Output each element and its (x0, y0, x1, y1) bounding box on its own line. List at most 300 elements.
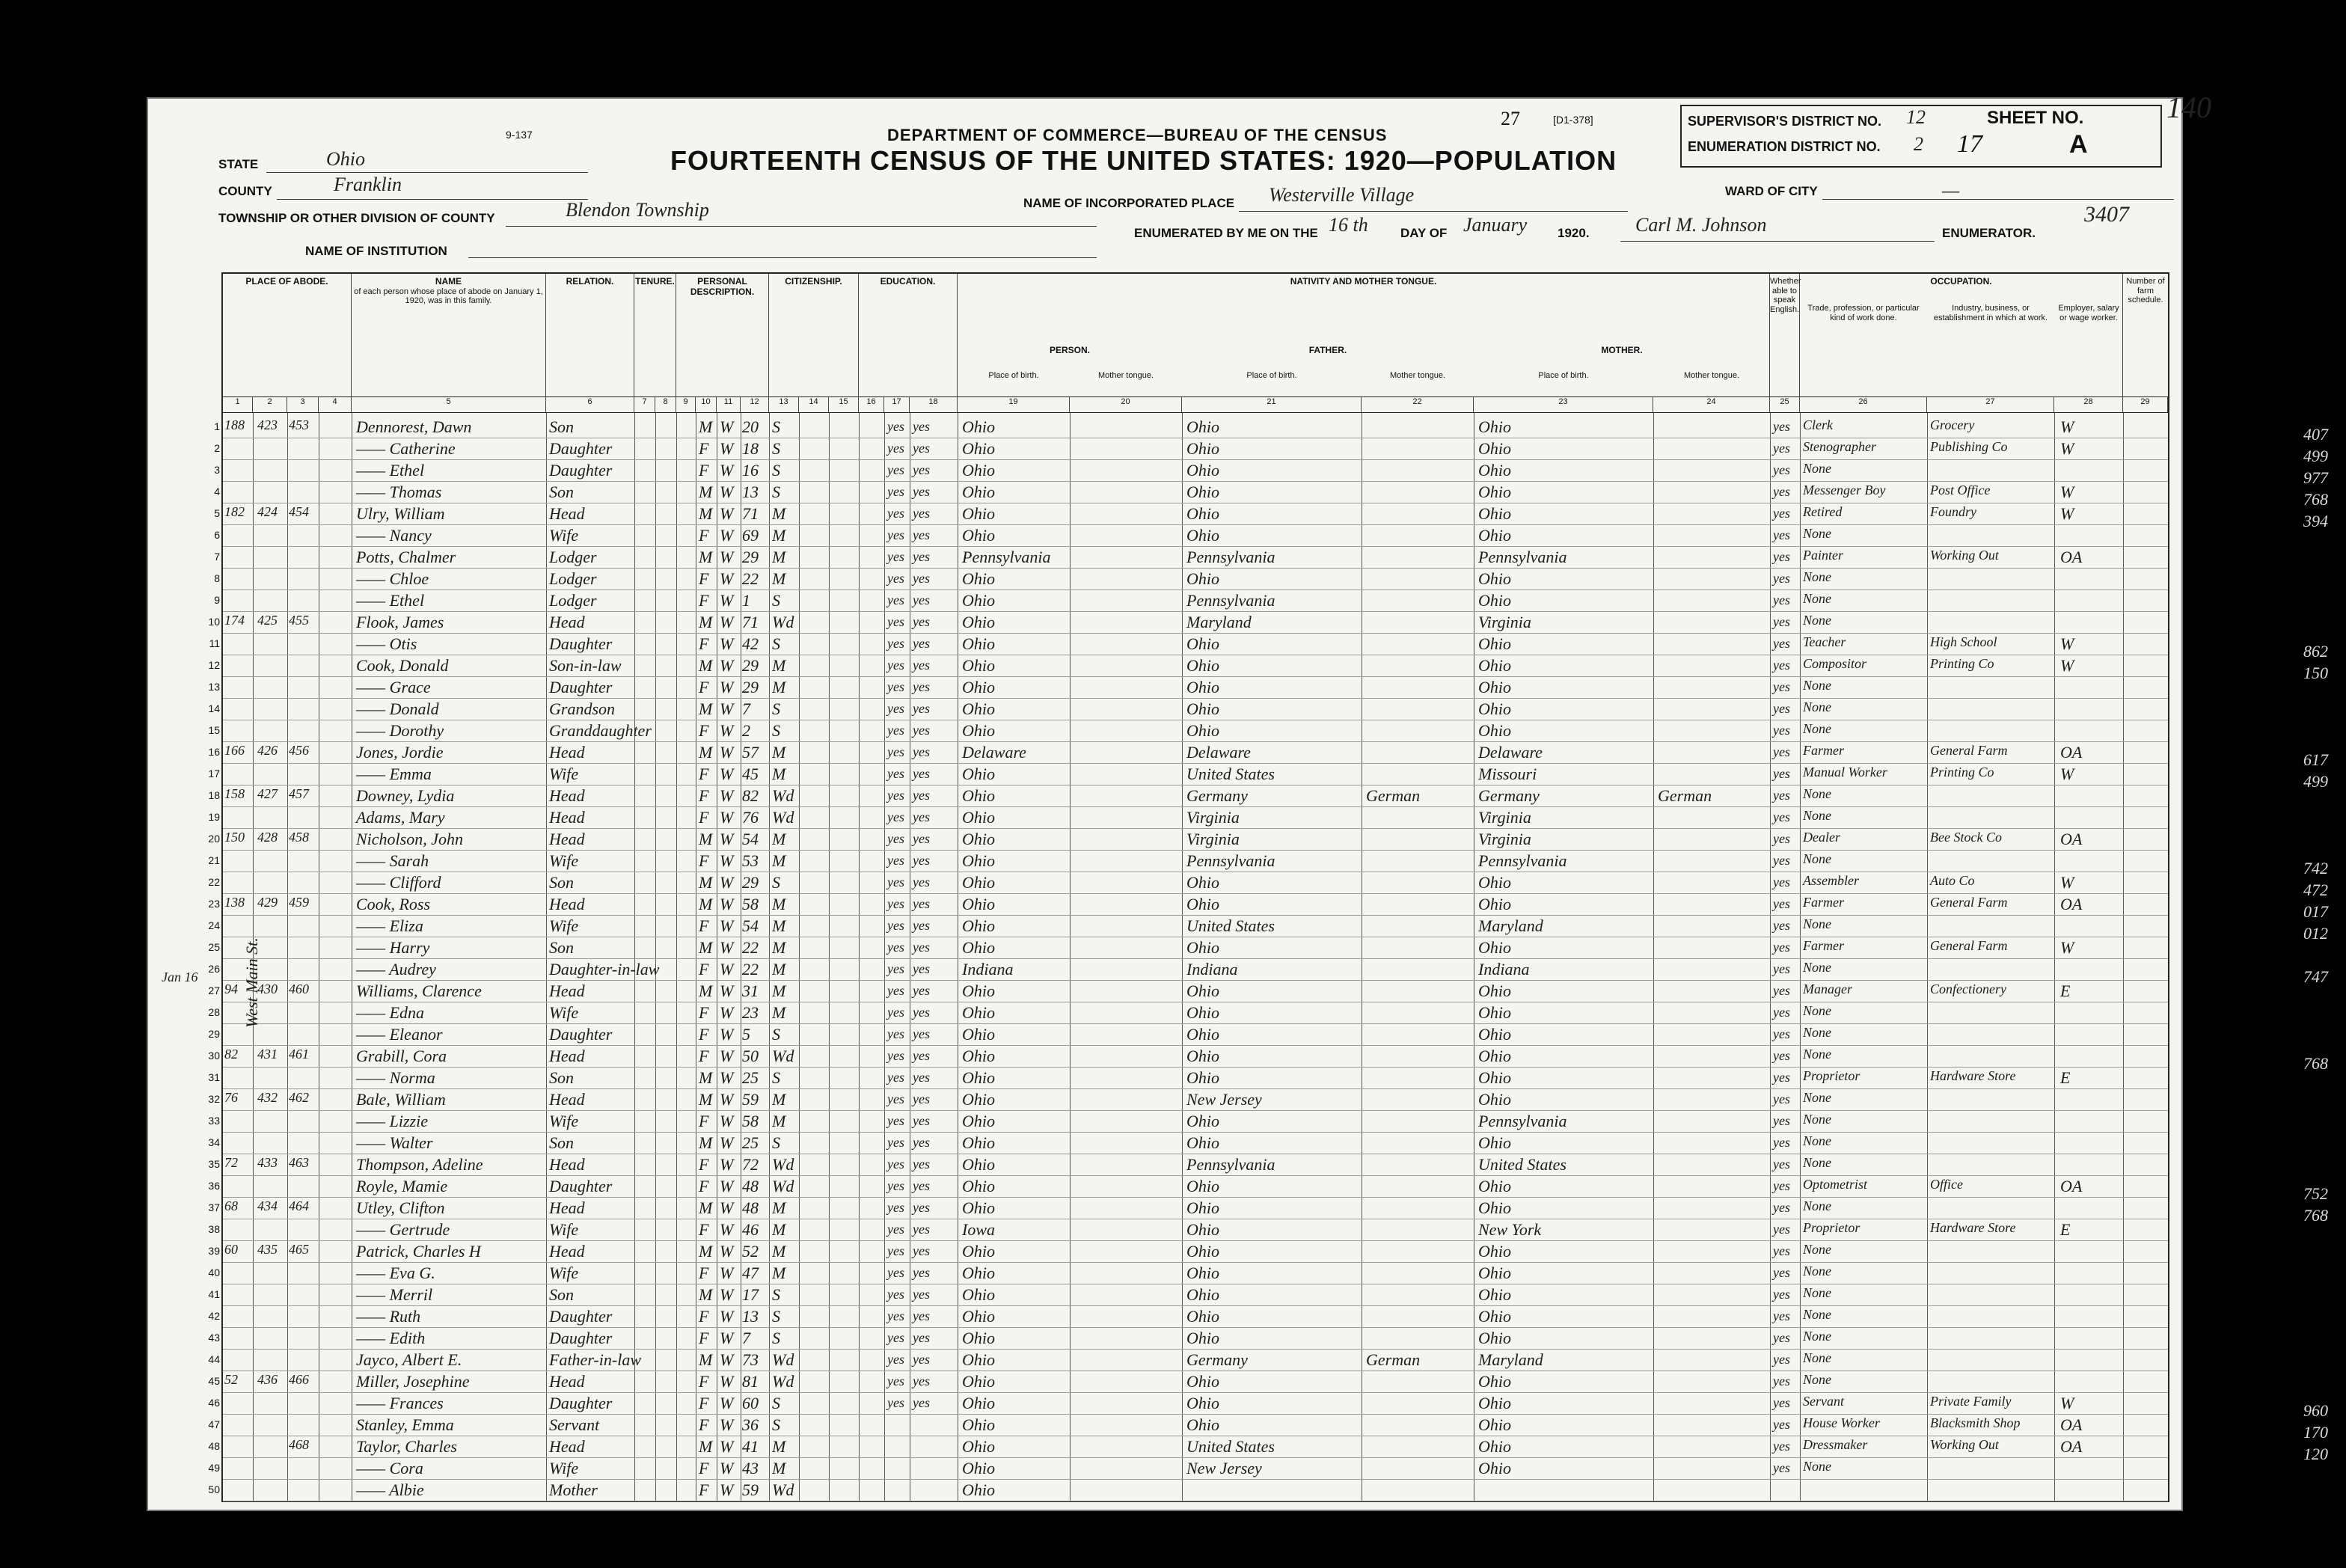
father-birthplace: Germany (1186, 1350, 1248, 1369)
margin-note: 862 (2303, 642, 2328, 661)
mother-birthplace: Ohio (1478, 1090, 1511, 1109)
marital-status: M (772, 960, 786, 979)
relation: Daughter (549, 634, 613, 653)
race: W (720, 656, 734, 675)
relation: Wife (549, 916, 579, 935)
person-name: Dennorest, Dawn (356, 417, 472, 436)
birthplace: Ohio (962, 1329, 995, 1347)
relation: Son (549, 417, 574, 436)
sex: M (699, 417, 713, 436)
birthplace: Ohio (962, 851, 995, 870)
employer-class: E (2060, 1068, 2071, 1087)
birthplace: Ohio (962, 1415, 995, 1434)
row-rule (223, 763, 2168, 764)
father-birthplace: Ohio (1186, 699, 1219, 718)
column-number: 7 (634, 396, 655, 413)
mother-birthplace: Ohio (1478, 483, 1511, 501)
race: W (720, 1415, 734, 1434)
sex: F (699, 1329, 709, 1347)
father-birthplace: Ohio (1186, 895, 1219, 913)
race: W (720, 1437, 734, 1456)
industry: General Farm (1930, 743, 2008, 758)
marital-status: M (772, 1242, 786, 1261)
employer-class: W (2060, 439, 2074, 458)
row-rule (223, 1045, 2168, 1046)
col-trade: Trade, profession, or particular kind of work done. (1807, 304, 1920, 322)
person-name: —— Thomas (356, 483, 442, 501)
dwelling-number: 166 (224, 743, 245, 758)
race: W (720, 613, 734, 631)
visitation-order: 462 (289, 1090, 309, 1105)
relation: Granddaughter (549, 721, 652, 740)
father-birthplace: Pennsylvania (1186, 591, 1275, 610)
sex: M (699, 1437, 713, 1456)
mother-birthplace: Ohio (1478, 1068, 1511, 1087)
birthplace: Ohio (962, 1285, 995, 1304)
relation: Wife (549, 1112, 579, 1130)
mother-birthplace: Ohio (1478, 569, 1511, 588)
row-number: 36 (208, 1180, 220, 1192)
marital-status: Wd (772, 1047, 794, 1065)
read-mark: yes (887, 961, 904, 976)
margin-note: 472 (2303, 881, 2328, 899)
read-mark: yes (887, 875, 904, 889)
person-name: —— Eleanor (356, 1025, 443, 1044)
row-number: 47 (208, 1418, 220, 1430)
enumerator-margin-number: 3407 (2084, 202, 2129, 227)
row-rule (223, 589, 2168, 590)
race: W (720, 678, 734, 696)
industry: Blacksmith Shop (1930, 1415, 2021, 1430)
row-number: 4 (214, 486, 220, 497)
sex: F (699, 1264, 709, 1282)
age: 57 (742, 743, 759, 762)
person-name: —— Catherine (356, 439, 456, 458)
relation: Head (549, 1242, 585, 1261)
race: W (720, 1112, 734, 1130)
read-mark: yes (887, 636, 904, 651)
birthplace: Ohio (962, 916, 995, 935)
mother-birthplace: Ohio (1478, 721, 1511, 740)
margin-note: 768 (2303, 1206, 2328, 1225)
father-birthplace: Maryland (1186, 613, 1252, 631)
birthplace: Ohio (962, 895, 995, 913)
family-number: 426 (257, 743, 278, 758)
row-rule (223, 1132, 2168, 1133)
speaks-english: yes (1773, 484, 1790, 499)
sex: F (699, 1003, 709, 1022)
marital-status: M (772, 1198, 786, 1217)
column-rule (287, 413, 288, 1501)
row-rule (223, 459, 2168, 460)
mother-birthplace: United States (1478, 1155, 1566, 1174)
marital-status: S (772, 699, 780, 718)
speaks-english: yes (1773, 1287, 1790, 1302)
age: 31 (742, 981, 759, 1000)
race: W (720, 1329, 734, 1347)
age: 43 (742, 1459, 759, 1477)
age: 5 (742, 1025, 750, 1044)
speaks-english: yes (1773, 896, 1790, 911)
occupation: None (1803, 1047, 1831, 1062)
read-mark: yes (887, 766, 904, 781)
industry: Working Out (1930, 1437, 1999, 1452)
employer-class: W (2060, 765, 2074, 783)
person-name: Thompson, Adeline (356, 1155, 483, 1174)
age: 53 (742, 851, 759, 870)
birthplace: Ohio (962, 765, 995, 783)
father-birthplace: Ohio (1186, 1264, 1219, 1282)
row-number: 44 (208, 1353, 220, 1365)
relation: Head (549, 1437, 585, 1456)
mother-birthplace: Pennsylvania (1478, 1112, 1567, 1130)
column-rule (2123, 413, 2124, 1501)
mother-birthplace: Germany (1478, 786, 1540, 805)
write-mark: yes (913, 1308, 930, 1323)
birthplace: Ohio (962, 1068, 995, 1087)
col-relation: RELATION. (546, 274, 634, 396)
occupation: Assembler (1803, 873, 1859, 888)
marital-status: S (772, 1307, 780, 1326)
person-name: Bale, William (356, 1090, 446, 1109)
relation: Son-in-law (549, 656, 622, 675)
father-birthplace: Ohio (1186, 981, 1219, 1000)
occupation: None (1803, 461, 1831, 476)
race: W (720, 1480, 734, 1499)
mother-birthplace: Indiana (1478, 960, 1530, 979)
occupation: None (1803, 851, 1831, 866)
write-mark: yes (913, 419, 930, 434)
column-number: 12 (741, 396, 769, 413)
occupation: None (1803, 1133, 1831, 1148)
marital-status: S (772, 1285, 780, 1304)
row-number: 11 (209, 637, 220, 649)
relation: Wife (549, 1459, 579, 1477)
row-number: 33 (208, 1115, 220, 1127)
write-mark: yes (913, 571, 930, 586)
ward-label: WARD OF CITY (1725, 184, 1818, 198)
employer-class: OA (2060, 743, 2083, 762)
write-mark: yes (913, 1048, 930, 1063)
relation: Head (549, 981, 585, 1000)
father-birthplace: Virginia (1186, 830, 1240, 848)
occupation: None (1803, 1112, 1831, 1127)
occupation: Proprietor (1803, 1068, 1860, 1083)
mother-birthplace: Ohio (1478, 504, 1511, 523)
family-number: 434 (257, 1198, 278, 1213)
marital-status: S (772, 721, 780, 740)
race: W (720, 1133, 734, 1152)
column-number: 11 (717, 396, 741, 413)
visitation-order: 461 (289, 1047, 309, 1062)
mother-birthplace: Pennsylvania (1478, 548, 1567, 566)
occupation: None (1803, 1372, 1831, 1387)
speaks-english: yes (1773, 1005, 1790, 1020)
enumeration-label: ENUMERATION DISTRICT NO. (1688, 139, 1881, 154)
col-person-pob: Place of birth. (988, 371, 1039, 380)
institution-line (468, 257, 1097, 258)
speaks-english: yes (1773, 679, 1790, 694)
sex: F (699, 526, 709, 545)
sex: M (699, 1068, 713, 1087)
read-mark: yes (887, 1287, 904, 1302)
industry: Foundry (1930, 504, 1976, 519)
marital-status: S (772, 591, 780, 610)
read-mark: yes (887, 1308, 904, 1323)
person-name: —— Emma (356, 765, 432, 783)
race: W (720, 873, 734, 892)
sex: F (699, 569, 709, 588)
birthplace: Ohio (962, 1155, 995, 1174)
sex: F (699, 634, 709, 653)
sex: M (699, 1350, 713, 1369)
race: W (720, 1090, 734, 1109)
birthplace: Ohio (962, 873, 995, 892)
occupation: None (1803, 960, 1831, 975)
day-of-label: DAY OF (1400, 226, 1448, 240)
mother-birthplace: Missouri (1478, 765, 1537, 783)
person-name: —— Eva G. (356, 1264, 435, 1282)
race: W (720, 1372, 734, 1391)
person-name: —— Clifford (356, 873, 441, 892)
birthplace: Ohio (962, 504, 995, 523)
speaks-english: yes (1773, 809, 1790, 824)
speaks-english: yes (1773, 1070, 1790, 1085)
age: 23 (742, 1003, 759, 1022)
sex: M (699, 1133, 713, 1152)
read-mark: yes (887, 1395, 904, 1410)
mother-birthplace: Ohio (1478, 591, 1511, 610)
speaks-english: yes (1773, 506, 1790, 521)
employer-class: OA (2060, 548, 2083, 566)
row-rule (223, 1110, 2168, 1111)
occupation: None (1803, 591, 1831, 606)
write-mark: yes (913, 875, 930, 889)
relation: Son (549, 483, 574, 501)
write-mark: yes (913, 1135, 930, 1150)
person-name: —— Dorothy (356, 721, 444, 740)
column-rule (799, 413, 800, 1501)
row-rule (223, 850, 2168, 851)
father-birthplace: Ohio (1186, 1133, 1219, 1152)
read-mark: yes (887, 1026, 904, 1041)
column-rule (769, 413, 770, 1501)
birthplace: Ohio (962, 1177, 995, 1195)
row-number: 23 (208, 898, 220, 910)
speaks-english: yes (1773, 1395, 1790, 1410)
marital-status: M (772, 1220, 786, 1239)
read-mark: yes (887, 896, 904, 911)
age: 54 (742, 830, 759, 848)
margin-note: 394 (2303, 512, 2328, 530)
birthplace: Ohio (962, 721, 995, 740)
col-father-pob: Place of birth. (1246, 371, 1297, 380)
employer-class: W (2060, 873, 2074, 892)
mother-birthplace: Ohio (1478, 1459, 1511, 1477)
race: W (720, 960, 734, 979)
relation: Grandson (549, 699, 616, 718)
col-person-tongue: Mother tongue. (1098, 371, 1154, 380)
sex: M (699, 1090, 713, 1109)
race: W (720, 981, 734, 1000)
industry: Hardware Store (1930, 1220, 2016, 1235)
mother-birthplace: Ohio (1478, 1372, 1511, 1391)
birthplace: Ohio (962, 1133, 995, 1152)
marital-status: S (772, 439, 780, 458)
speaks-english: yes (1773, 831, 1790, 846)
birthplace: Ohio (962, 1437, 995, 1456)
col-mother: MOTHER. (1601, 345, 1643, 355)
occupation: Manager (1803, 981, 1852, 996)
row-number: 50 (208, 1483, 220, 1495)
race: W (720, 916, 734, 935)
occupation: None (1803, 1285, 1831, 1300)
row-number: 45 (208, 1375, 220, 1387)
column-rule (655, 413, 656, 1501)
column-number: 17 (884, 396, 910, 413)
occupation: Proprietor (1803, 1220, 1860, 1235)
col-person: PERSON. (1049, 345, 1090, 355)
column-number: 20 (1070, 396, 1182, 413)
column-number: 29 (2123, 396, 2168, 413)
ward-line (1822, 199, 2174, 200)
county-value: Franklin (334, 174, 402, 195)
marital-status: S (772, 1394, 780, 1412)
enumerator-line (1620, 241, 1935, 242)
mother-birthplace: Maryland (1478, 1350, 1543, 1369)
visitation-order: 453 (289, 417, 309, 432)
person-name: —— Walter (356, 1133, 433, 1152)
write-mark: yes (913, 462, 930, 477)
father-birthplace: Ohio (1186, 417, 1219, 436)
relation: Wife (549, 1264, 579, 1282)
column-number: 18 (910, 396, 958, 413)
margin-note: 768 (2303, 1054, 2328, 1073)
industry: Office (1930, 1177, 1963, 1192)
person-name: —— Ruth (356, 1307, 421, 1326)
birthplace: Ohio (962, 678, 995, 696)
form-bracket: [D1-378] (1553, 114, 1593, 126)
sex: F (699, 916, 709, 935)
read-mark: yes (887, 1330, 904, 1345)
sex: F (699, 1480, 709, 1499)
employer-class: W (2060, 634, 2074, 653)
read-mark: yes (887, 484, 904, 499)
occupation: Stenographer (1803, 439, 1876, 454)
read-mark: yes (887, 723, 904, 738)
column-number: 10 (696, 396, 717, 413)
age: 54 (742, 916, 759, 935)
birthplace: Ohio (962, 830, 995, 848)
row-number: 25 (208, 941, 220, 953)
occupation: Dealer (1803, 830, 1840, 845)
write-mark: yes (913, 1330, 930, 1345)
family-number: 428 (257, 830, 278, 845)
race: W (720, 526, 734, 545)
age: 71 (742, 504, 759, 523)
row-number: 40 (208, 1267, 220, 1278)
mother-birthplace: Ohio (1478, 634, 1511, 653)
column-number: 19 (958, 396, 1070, 413)
age: 59 (742, 1090, 759, 1109)
person-name: —— Gertrude (356, 1220, 450, 1239)
enumerated-day: 16 th (1329, 214, 1368, 236)
father-birthplace: Ohio (1186, 461, 1219, 480)
row-number: 37 (208, 1201, 220, 1213)
mother-birthplace: Ohio (1478, 1437, 1511, 1456)
row-number: 18 (208, 789, 220, 801)
occupation: Farmer (1803, 743, 1844, 758)
margin-note: 120 (2303, 1445, 2328, 1463)
relation: Mother (549, 1480, 598, 1499)
relation: Daughter (549, 1307, 613, 1326)
age: 13 (742, 1307, 759, 1326)
sex: M (699, 830, 713, 848)
person-name: Ulry, William (356, 504, 445, 523)
column-rule (1653, 413, 1654, 1501)
father-birthplace: Virginia (1186, 808, 1240, 827)
sex: F (699, 1459, 709, 1477)
column-number: 25 (1770, 396, 1800, 413)
race: W (720, 1068, 734, 1087)
row-number: 29 (208, 1028, 220, 1040)
occupation: None (1803, 1329, 1831, 1344)
mother-birthplace: Ohio (1478, 656, 1511, 675)
column-number: 1 (223, 396, 253, 413)
occupation: Optometrist (1803, 1177, 1868, 1192)
employer-class: W (2060, 938, 2074, 957)
father-birthplace: Ohio (1186, 1242, 1219, 1261)
age: 25 (742, 1068, 759, 1087)
marital-status: Wd (772, 1350, 794, 1369)
speaks-english: yes (1773, 1460, 1790, 1475)
father-tongue: German (1366, 1350, 1421, 1369)
father-birthplace: Germany (1186, 786, 1248, 805)
read-mark: yes (887, 571, 904, 586)
marital-status: M (772, 765, 786, 783)
person-name: Williams, Clarence (356, 981, 482, 1000)
speaks-english: yes (1773, 918, 1790, 933)
form-id: 9-137 (506, 129, 533, 141)
column-number: 4 (319, 396, 352, 413)
sex: F (699, 1177, 709, 1195)
birthplace: Ohio (962, 417, 995, 436)
occupation: None (1803, 808, 1831, 823)
occupation: None (1803, 721, 1831, 736)
township-line (506, 226, 1097, 227)
speaks-english: yes (1773, 1135, 1790, 1150)
sex: M (699, 981, 713, 1000)
sex: F (699, 1155, 709, 1174)
read-mark: yes (887, 527, 904, 542)
dwelling-number: 82 (224, 1047, 238, 1062)
row-number: 22 (208, 876, 220, 888)
speaks-english: yes (1773, 527, 1790, 542)
speaks-english: yes (1773, 1439, 1790, 1454)
person-name: —— Lizzie (356, 1112, 428, 1130)
occupation: House Worker (1803, 1415, 1880, 1430)
industry: Working Out (1930, 548, 1999, 563)
speaks-english: yes (1773, 1308, 1790, 1323)
sex: F (699, 591, 709, 610)
speaks-english: yes (1773, 441, 1790, 456)
mother-birthplace: Ohio (1478, 678, 1511, 696)
row-number: 43 (208, 1332, 220, 1344)
relation: Head (549, 1155, 585, 1174)
race: W (720, 743, 734, 762)
marital-status: Wd (772, 808, 794, 827)
marital-status: M (772, 1459, 786, 1477)
